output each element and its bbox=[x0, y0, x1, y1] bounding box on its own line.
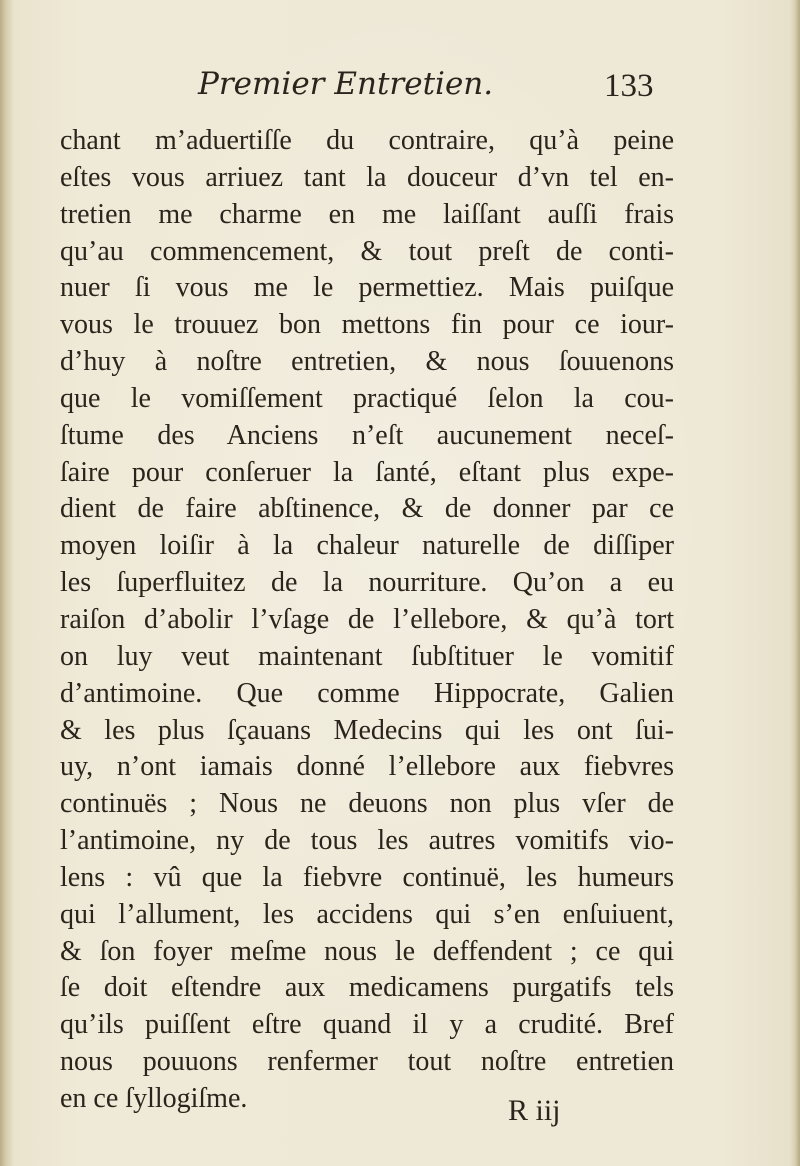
body-text bbox=[60, 123, 674, 1118]
text-line: ſtume des Anciens n’eſt aucunement neceſ- bbox=[60, 419, 674, 451]
text-line: on luy veut maintenant ſubſtituer le vomitif bbox=[60, 640, 674, 672]
text-line: d’antimoine. Que comme Hippocrate, Galien bbox=[60, 677, 674, 709]
text-line: chant m’aduertiſſe du contraire, qu’à peine bbox=[60, 125, 674, 156]
text-line: lens : vû que la fiebvre continuë, les humeurs bbox=[60, 861, 674, 893]
text-line: raiſon d’abolir l’vſage de l’ellebore, & qu’à tort bbox=[60, 603, 674, 635]
running-title: Premier Entretien. bbox=[198, 66, 494, 102]
page-binding-edge bbox=[0, 0, 14, 1166]
text-line: que le vomiſſement pra‌ctiqué ſelon la cou- bbox=[60, 382, 674, 414]
text-line: moyen loiſir à la chaleur naturelle de diſſiper bbox=[60, 530, 674, 562]
text-line: qu’au commencement, & tout preſt de conti- bbox=[60, 235, 674, 267]
text-line-last: en ce ſyllogiſme. bbox=[60, 1082, 248, 1114]
signature-mark: R iij bbox=[508, 1094, 561, 1127]
text-line: les ſuperfluitez de la nourriture. Qu’on a eu bbox=[60, 567, 674, 599]
text-line: ſaire pour conſeruer la ſanté, eſtant plus expe- bbox=[60, 456, 674, 488]
text-line: uy, n’ont iamais donné l’ellebore aux fiebvres bbox=[60, 751, 674, 783]
text-line: tretien me charme en me laiſſant auſſi frais bbox=[60, 198, 674, 230]
text-line: eſtes vous arriuez tant la douceur d’vn tel en- bbox=[60, 161, 674, 193]
text-line: l’antimoine, ny de tous les autres vomitifs vio- bbox=[60, 825, 674, 857]
page-outer-edge bbox=[790, 0, 800, 1166]
text-line: continuës ; Nous ne deuons non plus vſer de bbox=[60, 788, 674, 820]
text-line: & les plus ſçauans Medecins qui les ont ſui- bbox=[60, 714, 674, 746]
text-line: vous le trouuez bon mettons fin pour ce iour- bbox=[60, 309, 674, 341]
text-line: & ſon foyer meſme nous le deffendent ; ce qui bbox=[60, 935, 674, 967]
text-line: dient de faire abſtinence, & de donner par ce bbox=[60, 493, 674, 525]
text-line: qui l’allument, les accidens qui s’en enſuiuent, bbox=[60, 898, 674, 930]
text-line: d’huy à noſtre entretien, & nous ſouuenons bbox=[60, 346, 674, 378]
page-number: 133 bbox=[604, 68, 654, 104]
text-line: nous pouuons renfermer tout noſtre entretien bbox=[60, 1046, 674, 1078]
text-line: ſe doit eſtendre aux medicamens purgatifs tels bbox=[60, 972, 674, 1004]
text-line: qu’ils puiſſent eſtre quand il y a crudité. Bref bbox=[60, 1009, 674, 1041]
text-line: nuer ſi vous me le permettiez. Mais puiſque bbox=[60, 272, 674, 304]
running-head bbox=[60, 66, 660, 116]
